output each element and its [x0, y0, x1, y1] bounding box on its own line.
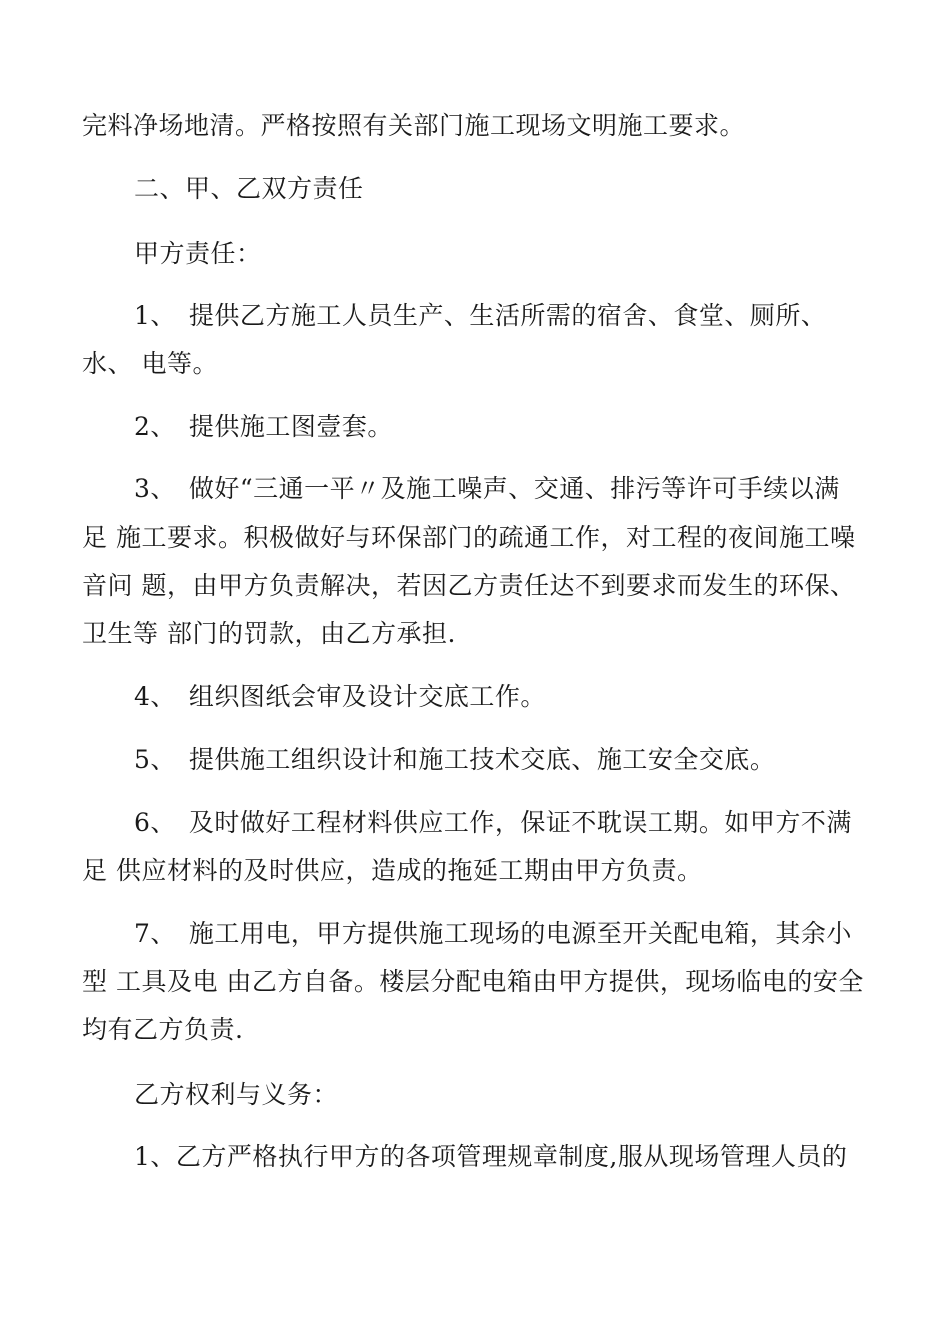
text-line: 完料净场地清。严格按照有关部门施工现场文明施工要求。 [82, 111, 746, 140]
text-line: 足 施工要求。积极做好与环保部门的疏通工作，对工程的夜间施工噪 [82, 523, 856, 552]
text-line: 5、 提供施工组织设计和施工技术交底、施工安全交底。 [134, 745, 776, 774]
text-line: 1、 提供乙方施工人员生产、生活所需的宿舍、食堂、厕所、 [134, 301, 827, 330]
text-line: 卫生等 部门的罚款，由乙方承担. [82, 619, 456, 648]
text-line: 均有乙方负责. [82, 1015, 244, 1044]
section-heading: 二、甲、乙双方责任 [134, 174, 364, 203]
text-line: 水、 电等。 [82, 349, 218, 378]
text-line: 4、 组织图纸会审及设计交底工作。 [134, 682, 546, 711]
text-line: 3、 做好“三通一平〃及施工噪声、交通、排污等许可手续以满 [134, 474, 840, 503]
text-line: 音问 题，由甲方负责解决，若因乙方责任达不到要求而发生的环保、 [82, 571, 856, 600]
subsection-heading: 乙方权利与义务： [134, 1080, 339, 1109]
text-line: 2、 提供施工图壹套。 [134, 412, 393, 441]
text-line: 足 供应材料的及时供应，造成的拖延工期由甲方负责。 [82, 856, 703, 885]
text-line: 1、乙方严格执行甲方的各项管理规章制度,服从现场管理人员的 [134, 1142, 848, 1171]
text-line: 7、 施工用电，甲方提供施工现场的电源至开关配电箱，其余小 [134, 919, 852, 948]
text-line: 型 工具及电 由乙方自备。楼层分配电箱由甲方提供，现场临电的安全 [82, 967, 864, 996]
subsection-heading: 甲方责任： [134, 239, 262, 268]
text-line: 6、 及时做好工程材料供应工作，保证不耽误工期。如甲方不满 [134, 808, 852, 837]
